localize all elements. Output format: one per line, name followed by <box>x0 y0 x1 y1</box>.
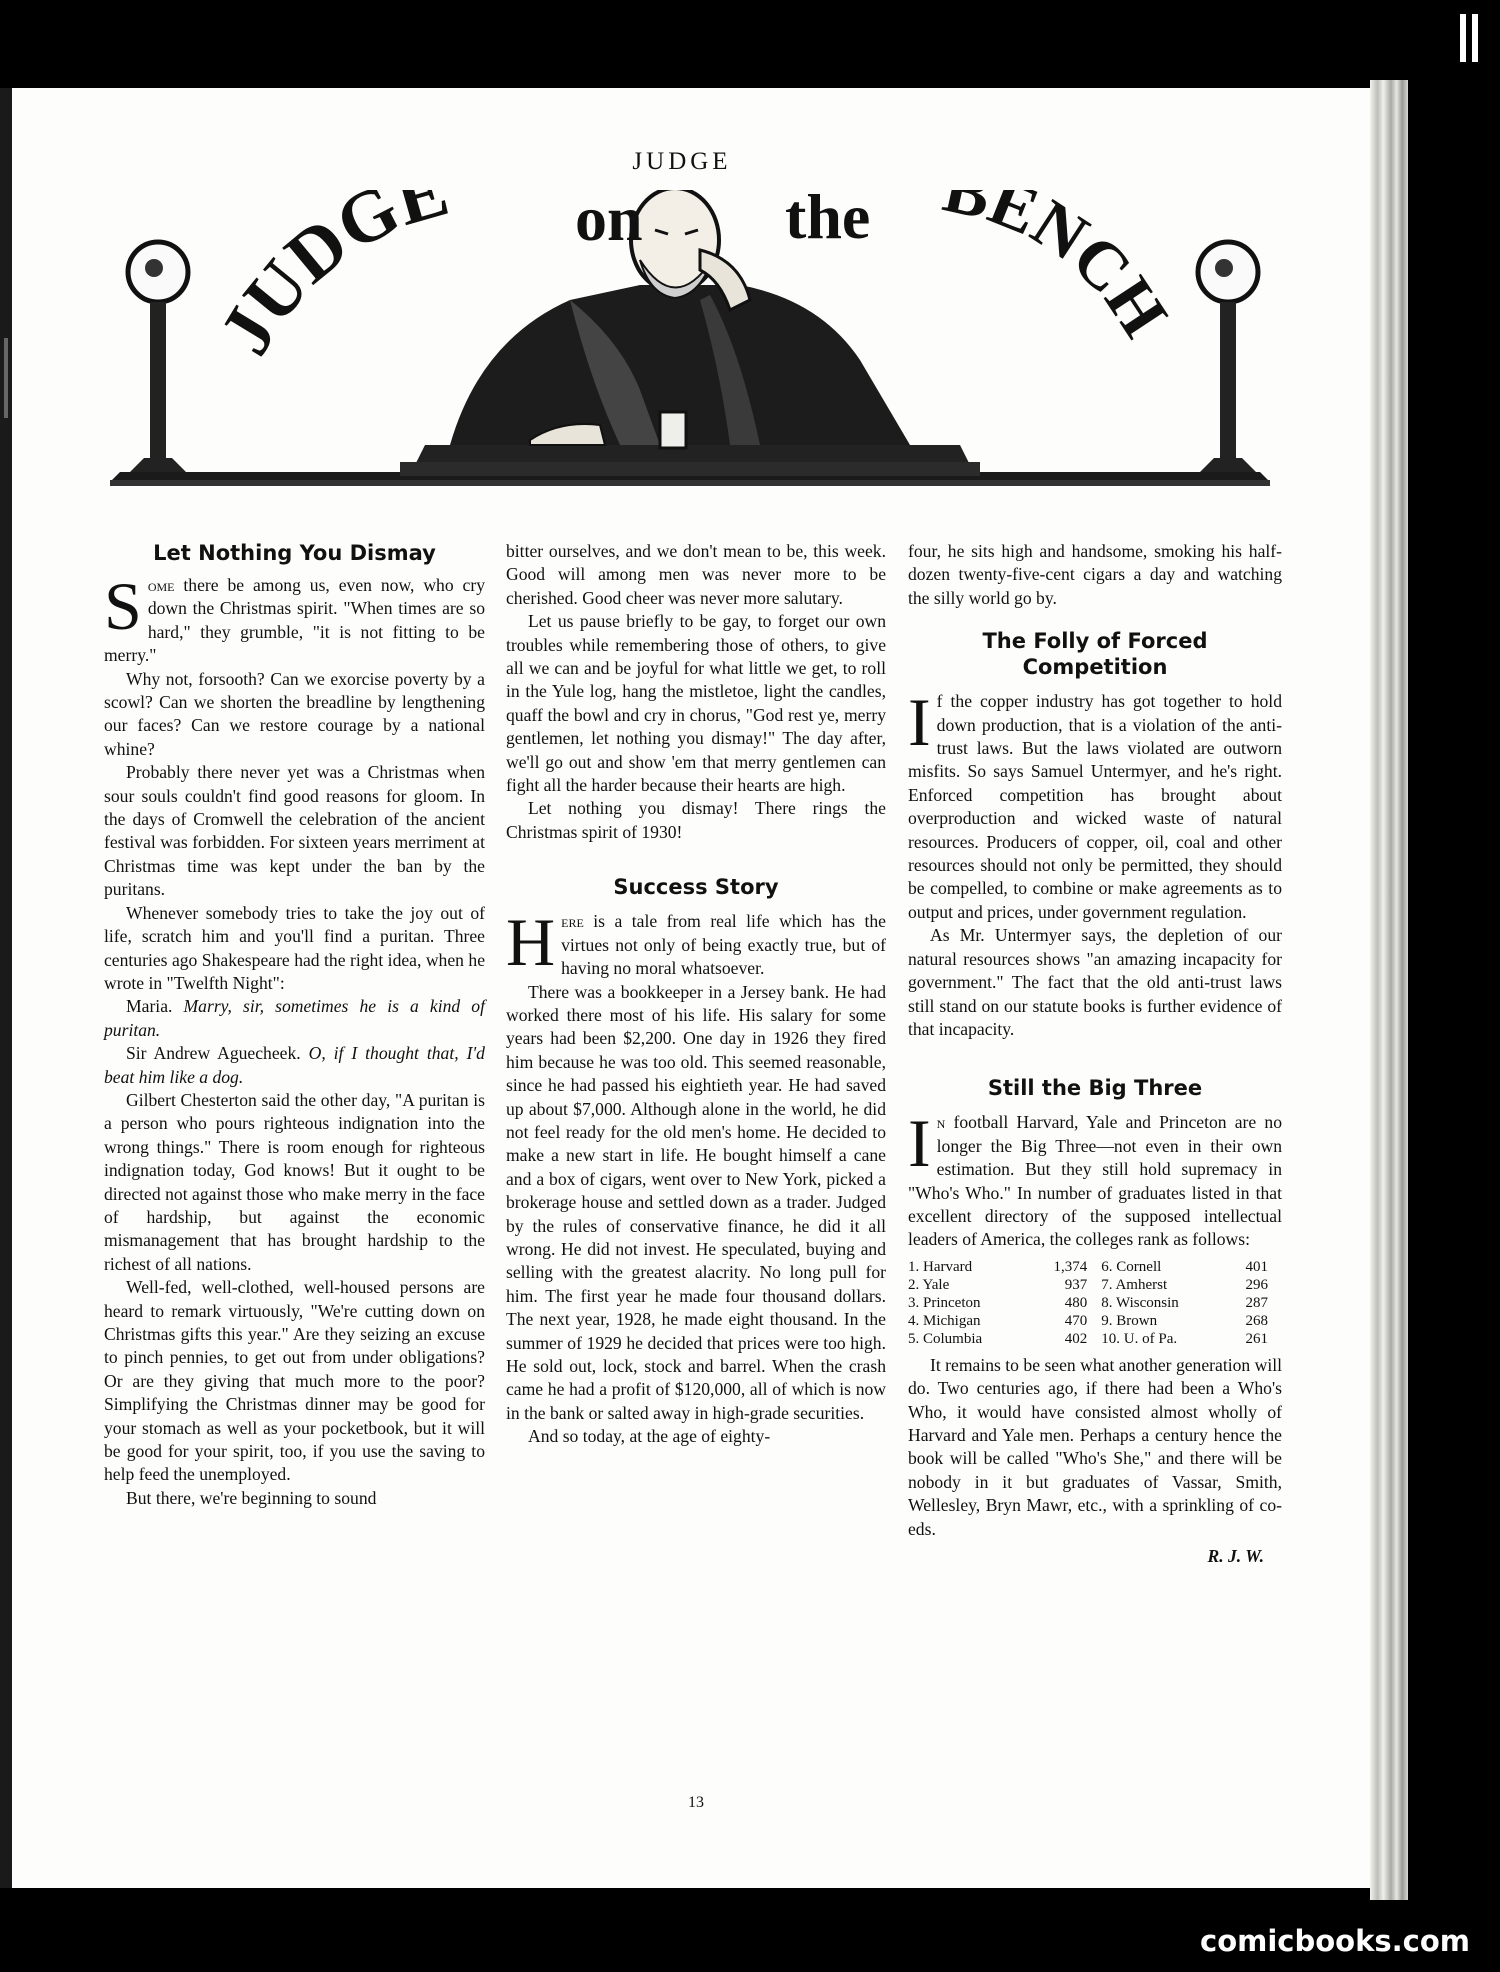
banner-word-judge: JUDGE <box>204 190 457 369</box>
judge-on-the-bench-banner <box>100 190 1280 500</box>
quote-line: Maria. Marry, sir, sometimes he is a kind of puritan. <box>104 996 485 1040</box>
ranking-count: 470 <box>1064 1312 1088 1329</box>
paragraph: As Mr. Untermyer says, the depletion of our natural resources shows "an amazing incapacity for government." The fact that the old anti-trust laws still stand on our statute books is further evidence of that incapacity. <box>908 925 1282 1039</box>
ranking-count: 480 <box>1064 1294 1088 1311</box>
banner-word-on: on <box>575 190 643 254</box>
ranking-row <box>908 1258 1282 1276</box>
heading-still-the-big-three: Still the Big Three <box>987 1076 1203 1101</box>
paragraph: bitter ourselves, and we don't mean to be, this week. Good will among men was never more to be cherished. Good cheer was never more salutary. <box>506 541 886 608</box>
ranking-row <box>908 1330 1282 1348</box>
corner-marks <box>1460 14 1486 64</box>
ranking-college: 4. Michigan <box>908 1312 981 1329</box>
paragraph: In football Harvard, Yale and Princeton are no longer the Big Three—not even in their own estimation. But they still hold supremacy in "Who's Who." In number of graduates listed in that excellent directory of the supposed intellectual leaders of America, the colleges rank as follows: <box>908 1105 1282 1250</box>
paragraph: Some there be among us, even now, who cry down the Christmas spirit. "When times are so hard," they grumble, "it is not fitting to be merry." <box>104 568 485 666</box>
quote-line: Sir Andrew Aguecheek. O, if I thought that, I'd beat him like a dog. <box>104 1043 485 1087</box>
ranking-count: 402 <box>1064 1330 1088 1347</box>
magazine-name: JUDGE <box>632 148 732 175</box>
watermark: comicbooks.com <box>1200 1924 1470 1958</box>
right-lamp <box>1198 242 1258 472</box>
paragraph: But there, we're beginning to sound <box>126 1487 377 1508</box>
paragraph: It remains to be seen what another generation will do. Two centuries ago, if there had been a Who's Who, it would have consisted almost wholly of Harvard and Yale men. Perhaps a century hence the book will be called "Who's She," and there will be nobody in it but graduates of Vassar, Smith, Wellesley, Bryn Mawr, etc., with a sprinkling of co-eds. <box>908 1354 1282 1539</box>
ranking-count: 261 <box>1245 1330 1268 1347</box>
ranking-college: 9. Brown <box>1101 1312 1158 1329</box>
ranking-count: 268 <box>1245 1312 1268 1329</box>
page-edges <box>1370 80 1408 1900</box>
ranking-college: 8. Wisconsin <box>1101 1294 1179 1311</box>
paragraph: Why not, forsooth? Can we exorcise poverty by a scowl? Can we shorten the breadline by lengthening our faces? Can we restore courage by a national whine? <box>104 668 485 759</box>
heading-success-story: Success Story <box>613 875 779 900</box>
ranking-count: 1,374 <box>1053 1258 1088 1275</box>
drop-cap: H <box>506 904 556 981</box>
drop-cap: I <box>908 684 931 761</box>
paragraph: There was a bookkeeper in a Jersey bank. He had worked there most of his life. His salary for some years had been $2,200. One day in 1926 they fired him because he was too old. This seemed reasonable, since he had passed his eightieth year. He had saved up about $7,000. Although alone in the world, he did not feel ready for the old men's home. He decided to make a new start in life. He bought himself a cane and a box of cigars, went over to New York, picked a brokerage house and settled down as a trader. Judged by the rules of conservative finance, he did it all wrong. He did not invest. He speculated, buying and selling with the greatest alacrity. No long pull for him. The first year he made four thousand dollars. The next year, 1928, he made eight thousand. In the summer of 1929 he decided that prices were too high. He sold out, lock, stock and barrel. When the crash came he had a profit of $120,000, all of which is now in the bank or salted away in high-grade securities. <box>506 981 886 1423</box>
page-number: 13 <box>688 1794 704 1811</box>
paragraph: Here is a tale from real life which has the virtues not only of being exactly true, but of having no moral whatsoever. <box>506 904 886 981</box>
banner-word-bench: BENCH <box>937 190 1184 350</box>
left-lamp <box>128 242 188 472</box>
ranking-row <box>908 1276 1282 1294</box>
ranking-count: 287 <box>1245 1294 1268 1311</box>
ranking-college: 3. Princeton <box>908 1294 981 1311</box>
ranking-count: 401 <box>1245 1258 1268 1275</box>
paragraph: Whenever somebody tries to take the joy out of life, scratch him and you'll find a puritan. Three centuries ago Shakespeare had the right idea, when he wrote in "Twelfth Night": <box>104 902 485 993</box>
ranking-row <box>908 1312 1282 1330</box>
paragraph: four, he sits high and handsome, smoking his half-dozen twenty-five-cent cigars a day and watching the silly world go by. <box>908 541 1282 608</box>
banner-word-the: the <box>785 190 871 252</box>
signature: R. J. W. <box>1207 1546 1264 1566</box>
ranking-college: 5. Columbia <box>908 1330 983 1347</box>
paragraph: If the copper industry has got together to hold down production, that is a violation of the anti-trust laws. But the laws violated are outworn misfits. So says Samuel Untermyer, and he's right. Enforced competition has brought about overproduction and wicked waste of natural resources. Producers of copper, oil, coal and other resources should not only be permitted, they should be compelled, to combine or make agreements as to output and prices, under government regulation. <box>908 684 1282 922</box>
ranking-college: 7. Amherst <box>1101 1276 1168 1293</box>
heading-folly-of-forced-competition: The Folly of Forced Competition <box>982 629 1208 680</box>
ranking-college: 6. Cornell <box>1101 1258 1162 1275</box>
ranking-count: 296 <box>1245 1276 1268 1293</box>
ranking-college: 2. Yale <box>908 1276 950 1293</box>
column-3 <box>908 540 1282 1568</box>
ranking-college: 10. U. of Pa. <box>1101 1330 1178 1347</box>
ranking-row <box>908 1294 1282 1312</box>
column-2 <box>506 540 886 1449</box>
paragraph: Let us pause briefly to be gay, to forget our own troubles while remembering those of others, to give all we can and be joyful for what little we get, to roll in the Yule log, hang the mistletoe, light the candles, quaff the bowl and cry in chorus, "God rest ye, merry gentlemen, let nothing you dismay!" The day after, we'll go out and show 'em that merry gentlemen can fight all the harder because their hearts are high. <box>506 611 886 796</box>
college-rankings-table <box>908 1258 1282 1348</box>
drop-cap: I <box>908 1105 931 1182</box>
ranking-count: 937 <box>1064 1276 1088 1293</box>
paragraph: Probably there never yet was a Christmas when sour souls couldn't find good reasons for gloom. In the days of Cromwell the celebration of the ancient festival was forbidden. For sixteen years merriment at Christmas time was kept under the ban by the puritans. <box>104 762 485 900</box>
column-1 <box>104 540 485 1510</box>
ranking-college: 1. Harvard <box>908 1258 973 1275</box>
heading-let-nothing-you-dismay: Let Nothing You Dismay <box>153 541 436 565</box>
paragraph: Let nothing you dismay! There rings the Christmas spirit of 1930! <box>506 798 886 842</box>
paragraph: Gilbert Chesterton said the other day, "A puritan is a person who pours righteous indignation into the wrong things." There is room enough for righteous indignation today, God knows! But it ought to be directed not against those who make merry in the face of hardship, but against the economic mismanagement that has brought hardship to the richest of all nations. <box>104 1089 485 1274</box>
paragraph: Well-fed, well-clothed, well-housed persons are heard to remark virtuously, "We're cutting down on Christmas gifts this year." Are they seizing an excuse to pinch pennies, to get out from under obligations? Or are they giving that much more to the poor? Simplifying the Christmas dinner may be good for your stomach as well as your pocketbook, but it will be good for your spirit, too, if you use the saving to help feed the unemployed. <box>104 1277 485 1485</box>
paragraph: And so today, at the age of eighty- <box>528 1426 771 1447</box>
drop-cap: S <box>104 568 142 644</box>
